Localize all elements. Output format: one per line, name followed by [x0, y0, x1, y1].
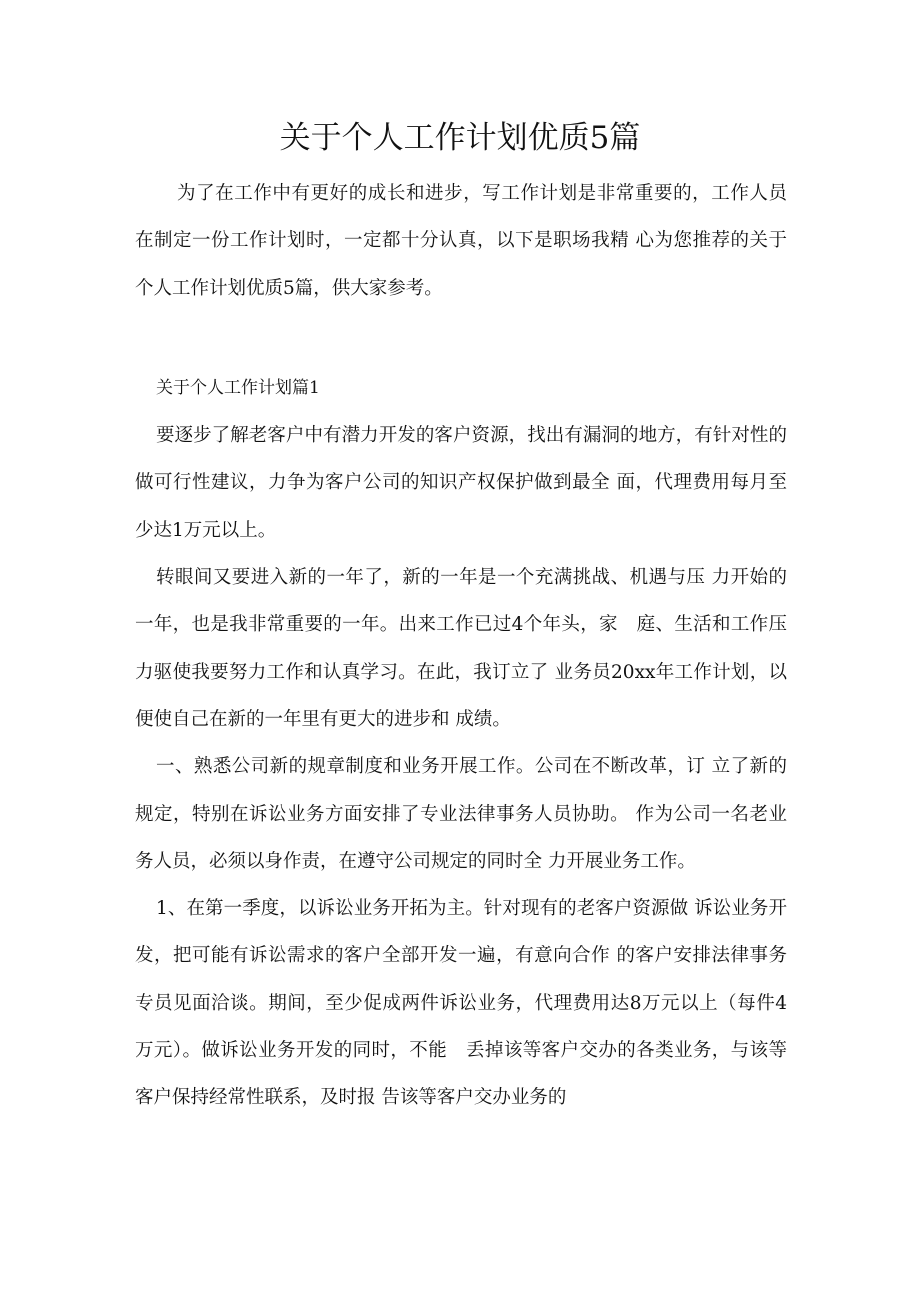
body-paragraph-4: 1、在第一季度，以诉讼业务开拓为主。针对现有的老客户资源做 诉讼业务开发，把可能有诉讼需求的客户全部开发一遍，有意向合作 的客户安排法律事务专员见面洽谈。期间，至少促成两件诉讼业务，代理费用达8万元以上（每件4万元）。做诉讼业务开发的同时，不能 丢掉该等客户交办的各类业务，与该等客户保持经常性联系，及时报 告该等客户交办业务的 [135, 898, 787, 1109]
intro-paragraph: 为了在工作中有更好的成长和进步，写工作计划是非常重要的，工作人员在制定一份工作计划时，一定都十分认真，以下是职场我精 心为您推荐的关于个人工作计划优质5篇，供大家参考。 [135, 183, 787, 299]
section-heading: 关于个人工作计划篇1 [156, 377, 320, 398]
document-title: 关于个人工作计划优质5篇 [279, 120, 641, 156]
body-paragraph-3: 一、熟悉公司新的规章制度和业务开展工作。公司在不断改革，订 立了新的规定，特别在诉讼业务方面安排了专业法律事务人员协助。 作为公司一名老业务人员，必须以身作责，在遵守公司规定的同时全 力开展业务工作。 [135, 756, 787, 872]
document-body [135, 170, 787, 1122]
body-paragraph-2: 转眼间又要进入新的一年了，新的一年是一个充满挑战、机遇与压 力开始的一年，也是我非常重要的一年。出来工作已过4个年头，家 庭、生活和工作压力驱使我要努力工作和认真学习。在此，我订立了 业务员20xx年工作计划，以便使自己在新的一年里有更大的进步和 成绩。 [135, 567, 787, 730]
body-paragraph-1: 要逐步了解老客户中有潜力开发的客户资源，找出有漏洞的地方，有针对性的做可行性建议，力争为客户公司的知识产权保护做到最全 面，代理费用每月至少达1万元以上。 [135, 425, 787, 541]
